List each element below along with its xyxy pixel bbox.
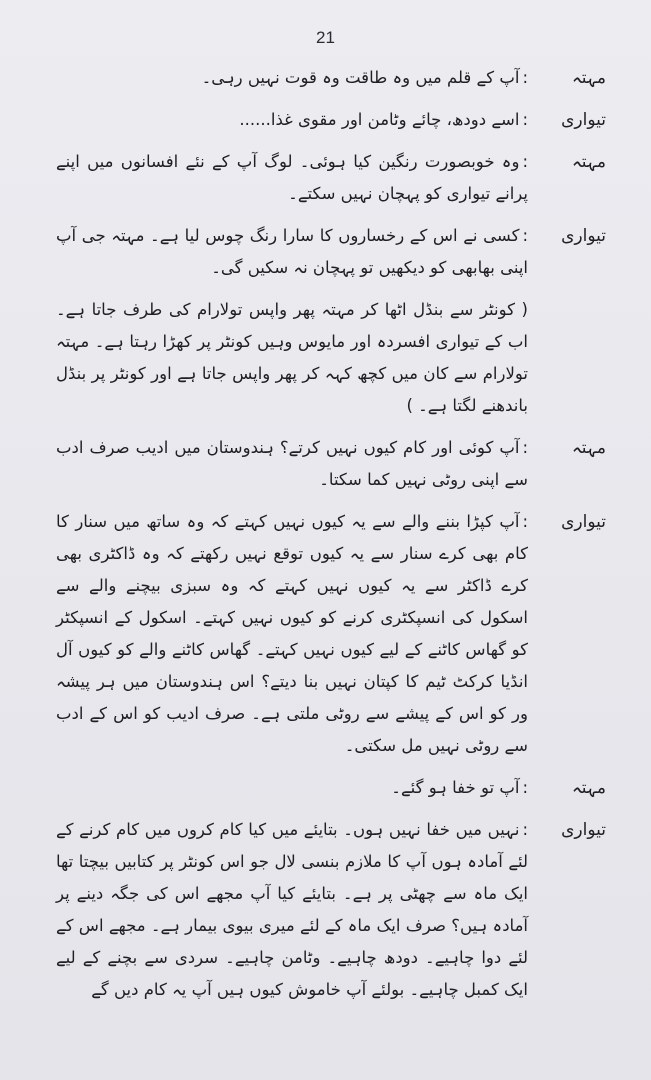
dialogue-line: :وہ خوبصورت رنگین کیا ہوئی۔ لوگ آپ کے نئے افسانوں میں اپنے پرانے تیواری کو پہچان نہیں سکتے۔ (56, 152, 528, 203)
stage-direction: ( کونٹر سے بنڈل اٹھا کر مہتہ پھر واپس تولارام کی طرف جاتا ہے۔ اب کے تیواری افسردہ اور مایوس وہیں کونٹر پر کھڑا رہتا ہے۔ مہتہ تولارام سے کان میں کچھ کہہ کر پھر واپس جاتا ہے اور کونٹر پر بنڈل باندھنے لگتا ہے۔ ) (56, 300, 528, 415)
page-number: 21 (316, 28, 335, 47)
dialogue-line: :نہیں میں خفا نہیں ہوں۔ بتایئے میں کیا کام کروں میں کام کرنے کے لئے آمادہ ہوں آپ کا ملازم بنسی لال جو اس کونٹر پر کتابیں بیچتا تھا ایک ماہ سے چھٹی پر ہے۔ بتایئے کیا آپ مجھے اس کی جگہ دینے پر آمادہ ہیں؟ صرف ایک ماہ کے لئے میری بیوی بیمار ہے۔ مجھے اس کے لئے دوا چاہیے۔ دودھ چاہیے۔ وٹامن چاہیے۔ سردی سے بچنے کے لیے ایک کمبل چاہیے۔ بولئے آپ خاموش کیوں ہیں آپ یہ کام دیں گے (56, 820, 528, 999)
dialogue-line: :آپ کے قلم میں وہ طاقت وہ قوت نہیں رہی۔ (201, 68, 528, 87)
speaker-name: مہتہ (571, 68, 606, 88)
speaker-name: مہتہ (571, 152, 606, 172)
dialogue-entry (56, 772, 606, 804)
dialogue-entry (56, 62, 606, 94)
dialogue-line: :آپ تو خفا ہو گئے۔ (391, 778, 528, 797)
dialogue-text: آپ کپڑا بننے والے سے یہ کیوں نہیں کہتے کہ وہ ساتھ میں سنار کا کام بھی کرے سنار سے یہ کیوں توقع نہیں رکھتے کہ وہ ڈاکٹری بھی کرے ڈاکٹر سے یہ کیوں نہیں کہتے کہ وہ سبزی بیچنے والے سے اسکول کی انسپکٹری کرنے کو کیوں نہیں کہتے۔ اسکول کے انسپکٹر کو گھاس کاٹنے کے لیے کیوں نہیں کہتے۔ گھاس کاٹنے والے کو کیوں آل انڈیا کرکٹ ٹیم کا کپتان نہیں بنا دیتے؟ اس ہندوستان میں ہر پیشہ ور کو اس کے پیشے سے روٹی ملتی ہے۔ صرف ادیب کو اس کے ادب سے روٹی نہیں مل سکتی۔ (56, 512, 528, 755)
speaker-name: تیواری (561, 110, 606, 130)
speaker-name: تیواری (561, 226, 606, 246)
play-text (56, 62, 606, 1016)
dialogue-text: کسی نے اس کے رخساروں کا سارا رنگ چوس لیا ہے۔ مہتہ جی آپ اپنی بھابھی کو دیکھیں تو پہچان نہ سکیں گی۔ (56, 226, 528, 277)
dialogue-entry (56, 146, 606, 210)
speaker-name: تیواری (561, 820, 606, 840)
dialogue-text: وہ خوبصورت رنگین کیا ہوئی۔ لوگ آپ کے نئے افسانوں میں اپنے پرانے تیواری کو پہچان نہیں سکتے۔ (56, 152, 528, 203)
dialogue-entry (56, 814, 606, 1006)
dialogue-entry (56, 220, 606, 284)
dialogue-text: اسے دودھ، چائے وٹامن اور مقوی غذا...... (239, 110, 520, 129)
dialogue-text: نہیں میں خفا نہیں ہوں۔ بتایئے میں کیا کام کروں میں کام کرنے کے لئے آمادہ ہوں آپ کا ملازم بنسی لال جو اس کونٹر پر کتابیں بیچتا تھا ایک ماہ سے چھٹی پر ہے۔ بتایئے کیا آپ مجھے اس کی جگہ دینے پر آمادہ ہیں؟ صرف ایک ماہ کے لئے میری بیوی بیمار ہے۔ مجھے اس کے لئے دوا چاہیے۔ دودھ چاہیے۔ وٹامن چاہیے۔ سردی سے بچنے کے لیے ایک کمبل چاہیے۔ بولئے آپ خاموش کیوں ہیں آپ یہ کام دیں گے (56, 820, 528, 999)
dialogue-text: آپ تو خفا ہو گئے۔ (391, 778, 520, 797)
dialogue-text: آپ کوئی اور کام کیوں نہیں کرتے؟ ہندوستان میں ادیب صرف ادب سے اپنی روٹی نہیں کما سکتا۔ (56, 438, 528, 489)
speaker-name: مہتہ (571, 438, 606, 458)
dialogue-line: :اسے دودھ، چائے وٹامن اور مقوی غذا...... (239, 110, 528, 129)
dialogue-line: :آپ کپڑا بننے والے سے یہ کیوں نہیں کہتے کہ وہ ساتھ میں سنار کا کام بھی کرے سنار سے یہ کیوں توقع نہیں رکھتے کہ وہ ڈاکٹری بھی کرے ڈاکٹر سے یہ کیوں نہیں کہتے کہ وہ سبزی بیچنے والے سے اسکول کی انسپکٹری کرنے کو کیوں نہیں کہتے۔ اسکول کے انسپکٹر کو گھاس کاٹنے کے لیے کیوں نہیں کہتے۔ گھاس کاٹنے والے کو کیوں آل انڈیا کرکٹ ٹیم کا کپتان نہیں بنا دیتے؟ اس ہندوستان میں ہر پیشہ ور کو اس کے پیشے سے روٹی ملتی ہے۔ صرف ادیب کو اس کے ادب سے روٹی نہیں مل سکتی۔ (56, 512, 528, 755)
dialogue-line: :کسی نے اس کے رخساروں کا سارا رنگ چوس لیا ہے۔ مہتہ جی آپ اپنی بھابھی کو دیکھیں تو پہچان نہ سکیں گی۔ (56, 226, 528, 277)
dialogue-entry (56, 432, 606, 496)
dialogue-entry (56, 104, 606, 136)
dialogue-entry (56, 506, 606, 762)
speaker-name: تیواری (561, 512, 606, 532)
dialogue-line: :آپ کوئی اور کام کیوں نہیں کرتے؟ ہندوستان میں ادیب صرف ادب سے اپنی روٹی نہیں کما سکتا۔ (56, 438, 528, 489)
dialogue-text: آپ کے قلم میں وہ طاقت وہ قوت نہیں رہی۔ (201, 68, 520, 87)
speaker-name: مہتہ (571, 778, 606, 798)
